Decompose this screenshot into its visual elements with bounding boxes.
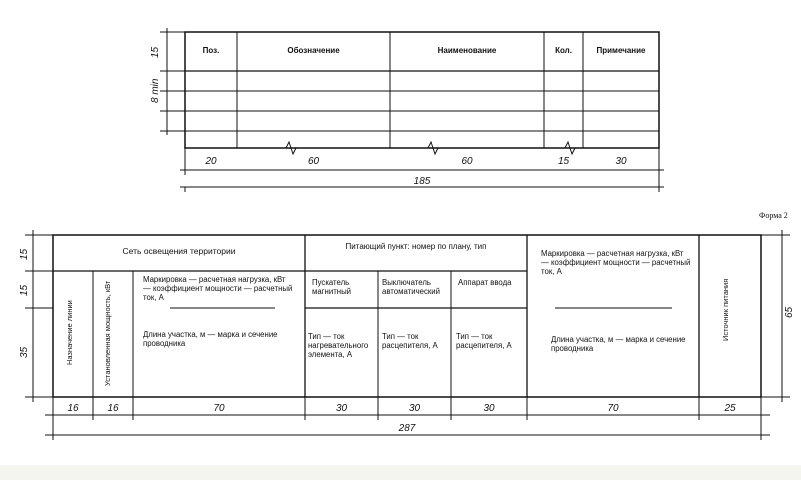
dim-col-designation: 60 — [307, 156, 320, 167]
form-label: Форма 2 — [759, 211, 788, 220]
header-note: Примечание — [596, 46, 646, 55]
dim-b-row-3: 35 — [19, 346, 30, 358]
col-marking-bottom: Длина участка, м — марка и сечение проводника — [143, 330, 278, 348]
dim-col-note: 30 — [615, 156, 627, 167]
dim-col-pos: 20 — [205, 156, 217, 167]
dim-b-col-6: 30 — [483, 403, 495, 414]
col-breaker-title: Выключатель автоматический — [382, 278, 440, 296]
dim-b-col-8: 25 — [724, 403, 736, 414]
dim-b-col-4: 30 — [335, 403, 348, 414]
col-line-purpose: Назначение линии — [65, 300, 74, 366]
header-designation: Обозначение — [287, 46, 340, 55]
col-breaker-body: Тип — ток расцепителя, А — [382, 332, 438, 350]
dim-bottom-total: 287 — [398, 423, 416, 434]
dim-b-col-7: 70 — [607, 403, 619, 414]
dim-col-qty: 15 — [557, 156, 570, 167]
dim-header-height: 15 — [150, 46, 161, 58]
col-input-title: Аппарат ввода — [458, 278, 512, 287]
header-pos: Поз. — [202, 46, 220, 55]
dim-col-name: 60 — [461, 156, 473, 167]
col-marking-top: Маркировка — расчетная нагрузка, кВт — коэффициент мощности — расчетный ток, А — [143, 275, 293, 302]
col-input-body: Тип — ток расцепителя, А — [456, 332, 512, 350]
col-source: Источник питания — [721, 278, 730, 342]
page-footer-strip — [0, 465, 801, 480]
dim-b-col-2: 16 — [107, 403, 119, 414]
dim-b-col-5: 30 — [408, 403, 421, 414]
header-name: Наименование — [437, 46, 497, 55]
dim-b-row-2: 15 — [19, 284, 30, 296]
dim-b-row-1: 15 — [19, 248, 30, 260]
col-installed-power: Установленная мощность, кВт — [103, 280, 112, 386]
dim-b-col-3: 70 — [213, 403, 225, 414]
col-starter-title: Пускатель магнитный — [312, 278, 352, 296]
header-qty: Кол. — [555, 46, 572, 55]
dim-b-total-height: 65 — [784, 306, 795, 318]
dim-top-total: 185 — [413, 176, 431, 187]
col-starter-body: Тип — ток нагревательного элемента, А — [308, 332, 369, 359]
group-left-title: Сеть освещения территории — [122, 246, 236, 256]
dim-b-col-1: 16 — [67, 403, 79, 414]
dim-row-height: 8 min — [150, 78, 161, 104]
group-mid-title: Питающий пункт: номер по плану, тип — [345, 242, 487, 251]
col-right-marking-bottom: Длина участка, м — марка и сечение проводника — [551, 335, 686, 353]
col-right-marking-top: Маркировка — расчетная нагрузка, кВт — коэффициент мощности — расчетный ток, А — [541, 249, 691, 276]
